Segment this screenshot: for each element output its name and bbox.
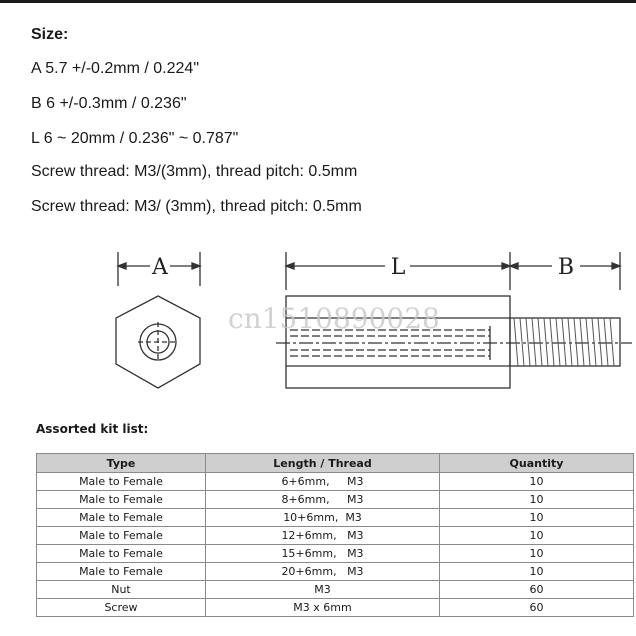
table-row — [37, 599, 634, 617]
top-border — [0, 0, 636, 3]
cell-length-thread: M3 — [206, 581, 440, 599]
size-heading: Size: — [31, 26, 69, 43]
header-quantity: Quantity — [440, 454, 634, 473]
header-length-thread: Length / Thread — [206, 454, 440, 473]
cell-quantity: 10 — [440, 527, 634, 545]
cell-quantity: 60 — [440, 581, 634, 599]
cell-type: Male to Female — [37, 527, 206, 545]
cell-length-thread: 10+6mm, M3 — [206, 509, 440, 527]
standoff-drawing — [0, 238, 636, 408]
cell-quantity: 10 — [440, 491, 634, 509]
cell-length-thread: 8+6mm, M3 — [206, 491, 440, 509]
cell-type: Male to Female — [37, 473, 206, 491]
table-row — [37, 473, 634, 491]
cell-length-thread: 6+6mm, M3 — [206, 473, 440, 491]
table-row — [37, 563, 634, 581]
cell-type: Male to Female — [37, 563, 206, 581]
table-row — [37, 491, 634, 509]
cell-type: Male to Female — [37, 491, 206, 509]
cell-quantity: 10 — [440, 563, 634, 581]
spec-thread-1: Screw thread: M3/(3mm), thread pitch: 0.5mm — [31, 163, 358, 180]
cell-quantity: 10 — [440, 509, 634, 527]
cell-quantity: 10 — [440, 473, 634, 491]
cell-length-thread: 15+6mm, M3 — [206, 545, 440, 563]
cell-length-thread: M3 x 6mm — [206, 599, 440, 617]
cell-type: Male to Female — [37, 545, 206, 563]
spec-l: L 6 ~ 20mm / 0.236" ~ 0.787" — [31, 130, 239, 147]
table-row — [37, 527, 634, 545]
spec-b: B 6 +/-0.3mm / 0.236" — [31, 95, 187, 112]
header-type: Type — [37, 454, 206, 473]
table-row — [37, 545, 634, 563]
dim-label-a: A — [152, 255, 168, 280]
spec-thread-2: Screw thread: M3/ (3mm), thread pitch: 0.5mm — [31, 198, 362, 215]
table-row — [37, 581, 634, 599]
cell-type: Screw — [37, 599, 206, 617]
cell-type: Nut — [37, 581, 206, 599]
kit-table — [36, 453, 634, 617]
watermark: cn1510890028 — [228, 302, 440, 335]
cell-quantity: 10 — [440, 545, 634, 563]
dim-label-b: B — [557, 255, 575, 280]
cell-length-thread: 20+6mm, M3 — [206, 563, 440, 581]
table-header-row — [37, 454, 634, 473]
kit-list-heading: Assorted kit list: — [36, 422, 149, 436]
cell-length-thread: 12+6mm, M3 — [206, 527, 440, 545]
cell-quantity: 60 — [440, 599, 634, 617]
dim-label-l: L — [390, 255, 406, 280]
spec-a: A 5.7 +/-0.2mm / 0.224" — [31, 60, 199, 77]
table-row — [37, 509, 634, 527]
cell-type: Male to Female — [37, 509, 206, 527]
